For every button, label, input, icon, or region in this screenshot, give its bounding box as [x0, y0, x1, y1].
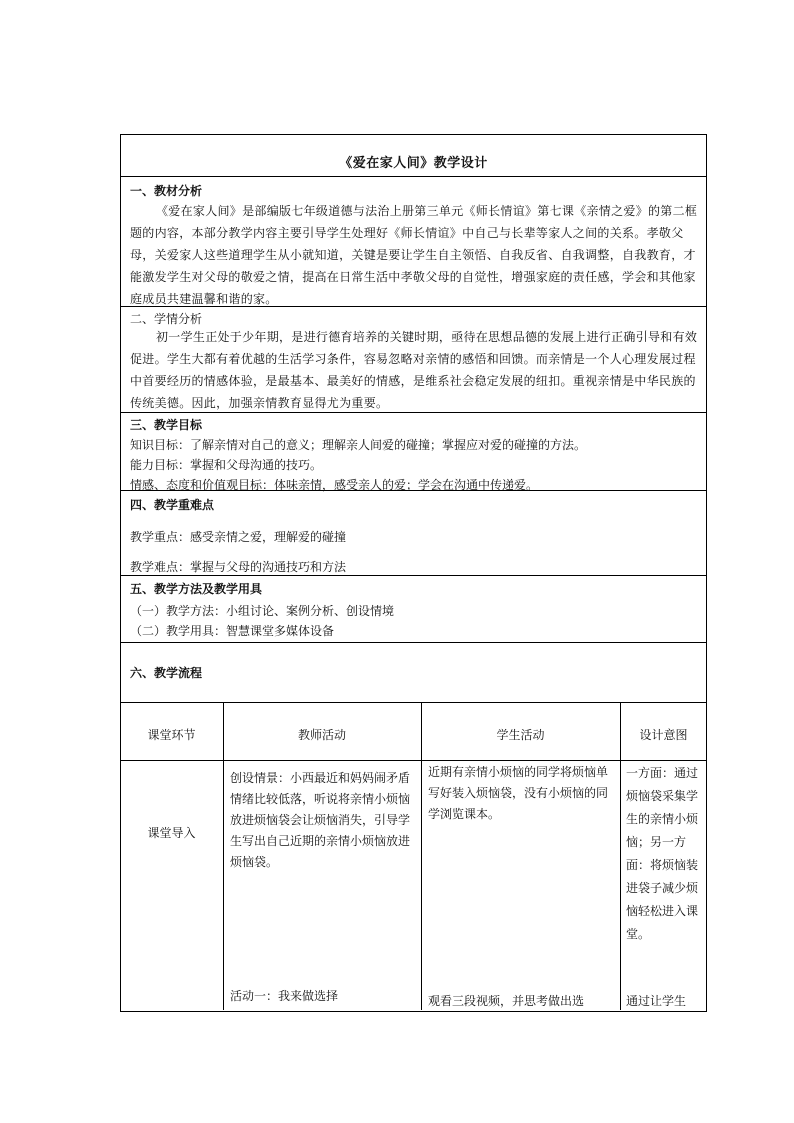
rule-title	[120, 176, 707, 177]
section-body-material	[130, 200, 698, 310]
rule-s5	[120, 642, 707, 643]
table-header-stage: 课堂环节	[147, 728, 196, 742]
section-heading-keypoints: 四、教学重难点	[130, 498, 215, 512]
col-line-1	[223, 702, 224, 1010]
material-text: 《爱在家人间》是部编版七年级道德与法治上册第三单元《师长情谊》第七课《亲情之爱》的第二框题的内容，本部分教学内容主要引导学生处理好《师长情谊》中自己与长辈等家人之间的关系。孝敬父母，关爱家人这些道理学生从小就知道，关键是要让学生自主领悟、自我反省、自我调整，自我教育，才能激发学生对父母的敬爱之情，提高在日常生活中孝敬父母的自觉性，增强家庭的责任感，学会和其他家庭成员共建温馨和谐的家。	[130, 204, 698, 306]
table-cell-student-activity-one: 观看三段视频，并思考做出选	[428, 994, 585, 1008]
goal-knowledge: 知识目标：了解亲情对自己的意义；理解亲人间爱的碰撞；掌握应对爱的碰撞的方法。	[130, 438, 587, 452]
goal-emotion: 情感、态度和价值观目标：体味亲情，感受亲人的爱；学会在沟通中传递爱。	[130, 478, 539, 492]
section-body-students	[130, 326, 698, 414]
table-cell-student: 近期有亲情小烦恼的同学将烦恼单写好装入烦恼袋，没有小烦恼的同学浏览课本。	[428, 765, 609, 821]
table-cell-stage: 课堂导入	[147, 826, 196, 840]
rule-table-header	[120, 760, 707, 761]
section-heading-goals: 三、教学目标	[130, 418, 203, 432]
table-cell-teacher-activity-one: 活动一：我来做选择	[230, 989, 339, 1003]
col-line-2	[421, 702, 422, 1010]
section-heading-students: 二、学情分析	[130, 312, 203, 326]
goal-ability: 能力目标：掌握和父母沟通的技巧。	[130, 458, 323, 472]
section-heading-material: 一、教材分析	[130, 184, 203, 198]
table-cell-intent-activity-one: 通过让学生	[626, 994, 687, 1008]
teaching-key-point: 教学重点：感受亲情之爱，理解爱的碰撞	[130, 530, 347, 544]
teaching-difficult-point: 教学难点：掌握与父母的沟通技巧和方法	[130, 560, 347, 574]
teaching-method: （一）教学方法：小组讨论、案例分析、创设情境	[130, 604, 395, 618]
table-header-teacher: 教师活动	[297, 728, 346, 742]
table-cell-intent: 一方面：通过烦恼袋采集学生的亲情小烦恼；另一方面：将烦恼装进袋子减少烦恼轻松进入课堂。	[626, 766, 699, 941]
table-header-student: 学生活动	[496, 728, 545, 742]
students-text: 初一学生正处于少年期，是进行德育培养的关键时期，亟待在思想品德的发展上进行正确引导和有效促进。学生大都有着优越的生活学习条件，容易忽略对亲情的感悟和回馈。而亲情是一个人心理发展过程中首要经历的情感体验，是最基本、最美好的情感，是维系社会稳定发展的纽扣。重视亲情是中华民族的传统美德。因此，加强亲情教育显得尤为重要。	[130, 330, 698, 410]
teaching-tools: （二）教学用具：智慧课堂多媒体设备	[130, 624, 335, 638]
col-line-3	[620, 702, 621, 1010]
section-heading-methods: 五、教学方法及教学用具	[130, 582, 263, 596]
rule-s4	[120, 575, 707, 576]
lesson-plan-page	[120, 134, 707, 1014]
document-title: 《爱在家人间》教学设计	[339, 156, 488, 171]
rule-s6	[120, 702, 707, 703]
table-header-intent: 设计意图	[639, 728, 688, 742]
table-cell-teacher: 创设情景：小西最近和妈妈闹矛盾情绪比较低落，听说将亲情小烦恼放进烦恼袋会让烦恼消失，引导学生写出自己近期的亲情小烦恼放进烦恼袋。	[230, 771, 411, 869]
section-heading-flow: 六、教学流程	[130, 666, 203, 680]
